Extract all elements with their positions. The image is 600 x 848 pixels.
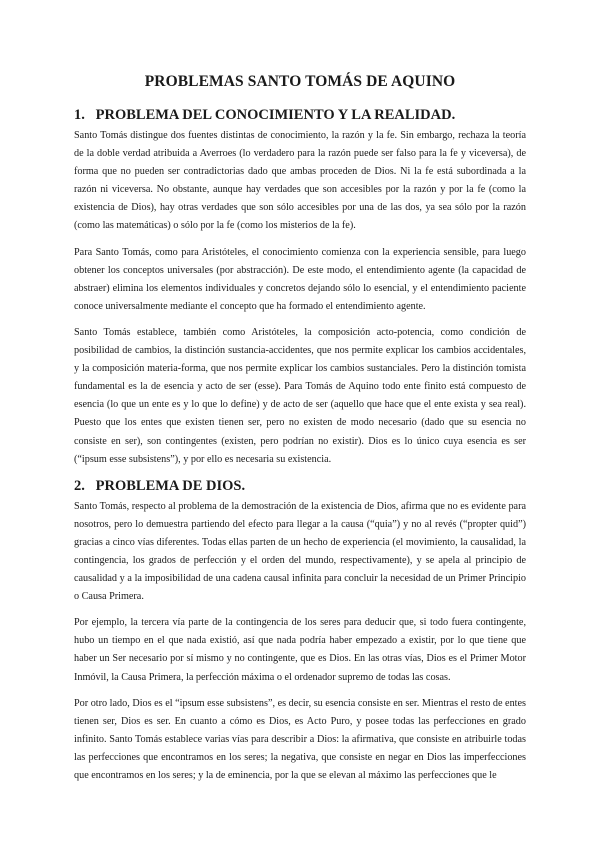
section-title: PROBLEMA DEL CONOCIMIENTO Y LA REALIDAD. [95,107,456,123]
paragraph: Por ejemplo, la tercera vía parte de la contingencia de los seres para deducir que, si todo fuera contingente, hubo un tiempo en el que nada existió, así que nada podría haber empezado a existir, por lo que tiene que haber un Ser necesario por sí mismo y no contingente, que es Dios. En las otras vías, Dios es el Primer Motor Inmóvil, la Causa Primera, la perfección máxima o el ordenador supremo de todas las cosas. [74,617,526,683]
paragraph: Santo Tomás establece, también como Aristóteles, la composición acto-potencia, como condición de posibilidad de cambios, la distinción sustancia-accidentes, que nos permite explicar los cambios accidentales, y la composición materia-forma, que nos permite explicar los cambios sustanciales. Pero la distinción tomista fundamental es la de esencia y acto de ser (esse). Para Tomás de Aquino todo ente finito está compuesto de esencia (lo que un ente es y lo que lo define) y de acto de ser (aquello que hace que el ente exista y sea real). Puesto que los entes que existen tienen ser, pero no existen de modo necesario (dado que su esencia no consiste en ser), son contingentes (existen, pero podrían no existir). Dios es lo único cuya esencia es ser (“ipsum esse subsistens”), y por ello es necesaria su existencia. [74,326,526,465]
paragraph: Por otro lado, Dios es el “ipsum esse subsistens”, es decir, su esencia consiste en ser. Mientras el resto de entes tienen ser, Dios es ser. En cuanto a cómo es Dios, es Acto Puro, y posee todas las perfecciones en grado infinito. Santo Tomás establece varias vías para describir a Dios: la afirmativa, que consiste en atribuirle todas las perfecciones que encontramos en los seres; la negativa, que consiste en negar en Dios las imperfecciones que encontramos en los seres; y la de eminencia, por la que se elevan al máximo las perfecciones que le [74,697,526,781]
section-title: PROBLEMA DE DIOS. [95,477,246,494]
section-knowledge [74,106,526,469]
section-god [74,477,526,785]
document-page [74,72,526,793]
section-heading [74,477,526,495]
paragraph: Para Santo Tomás, como para Aristóteles, el conocimiento comienza con la experiencia sensible, para luego obtener los conceptos universales (por abstracción). De este modo, el entendimiento agente (la capacidad de abstraer) elimina los elementos individuales y concretos dejando sólo lo esencial, y el entendimiento paciente conoce universalmente mediante el concepto que ha formado el entendimiento agente. [74,246,526,312]
paragraph: Santo Tomás distingue dos fuentes distintas de conocimiento, la razón y la fe. Sin embargo, rechaza la teoría de la doble verdad atribuida a Averroes (lo verdadero para la razón puede ser falso para la fe y viceversa), de forma que no pueden ser contradictorias dado que ambas proceden de Dios. Ni la fe está subordinada a la razón ni viceversa. No obstante, aunque hay verdades que son accesibles por la razón y por la fe (como la existencia de Dios), hay otras verdades que son sólo accesibles por una de las dos, ya sea sólo por la razón (como las matemáticas) o sólo por la fe (como los misterios de la fe). [74,130,526,232]
document-title: PROBLEMAS SANTO TOMÁS DE AQUINO [144,73,456,90]
section-heading [74,106,526,124]
section-number: 1. [74,107,85,123]
section-number: 2. [74,477,85,494]
paragraph: Santo Tomás, respecto al problema de la demostración de la existencia de Dios, afirma que no es evidente para nosotros, pero lo demuestra partiendo del efecto para llegar a la causa (“quia”) y no al revés (“propter quid”) gracias a cinco vías diferentes. Todas ellas parten de un hecho de experiencia (el movimiento, la causalidad, la contingencia, los grados de perfección y el orden del mundo, respectivamente), y se apela al principio de causalidad y a la imposibilidad de una cadena causal infinita para concluir la necesidad de un Primer Principio o Causa Primera. [74,500,526,603]
